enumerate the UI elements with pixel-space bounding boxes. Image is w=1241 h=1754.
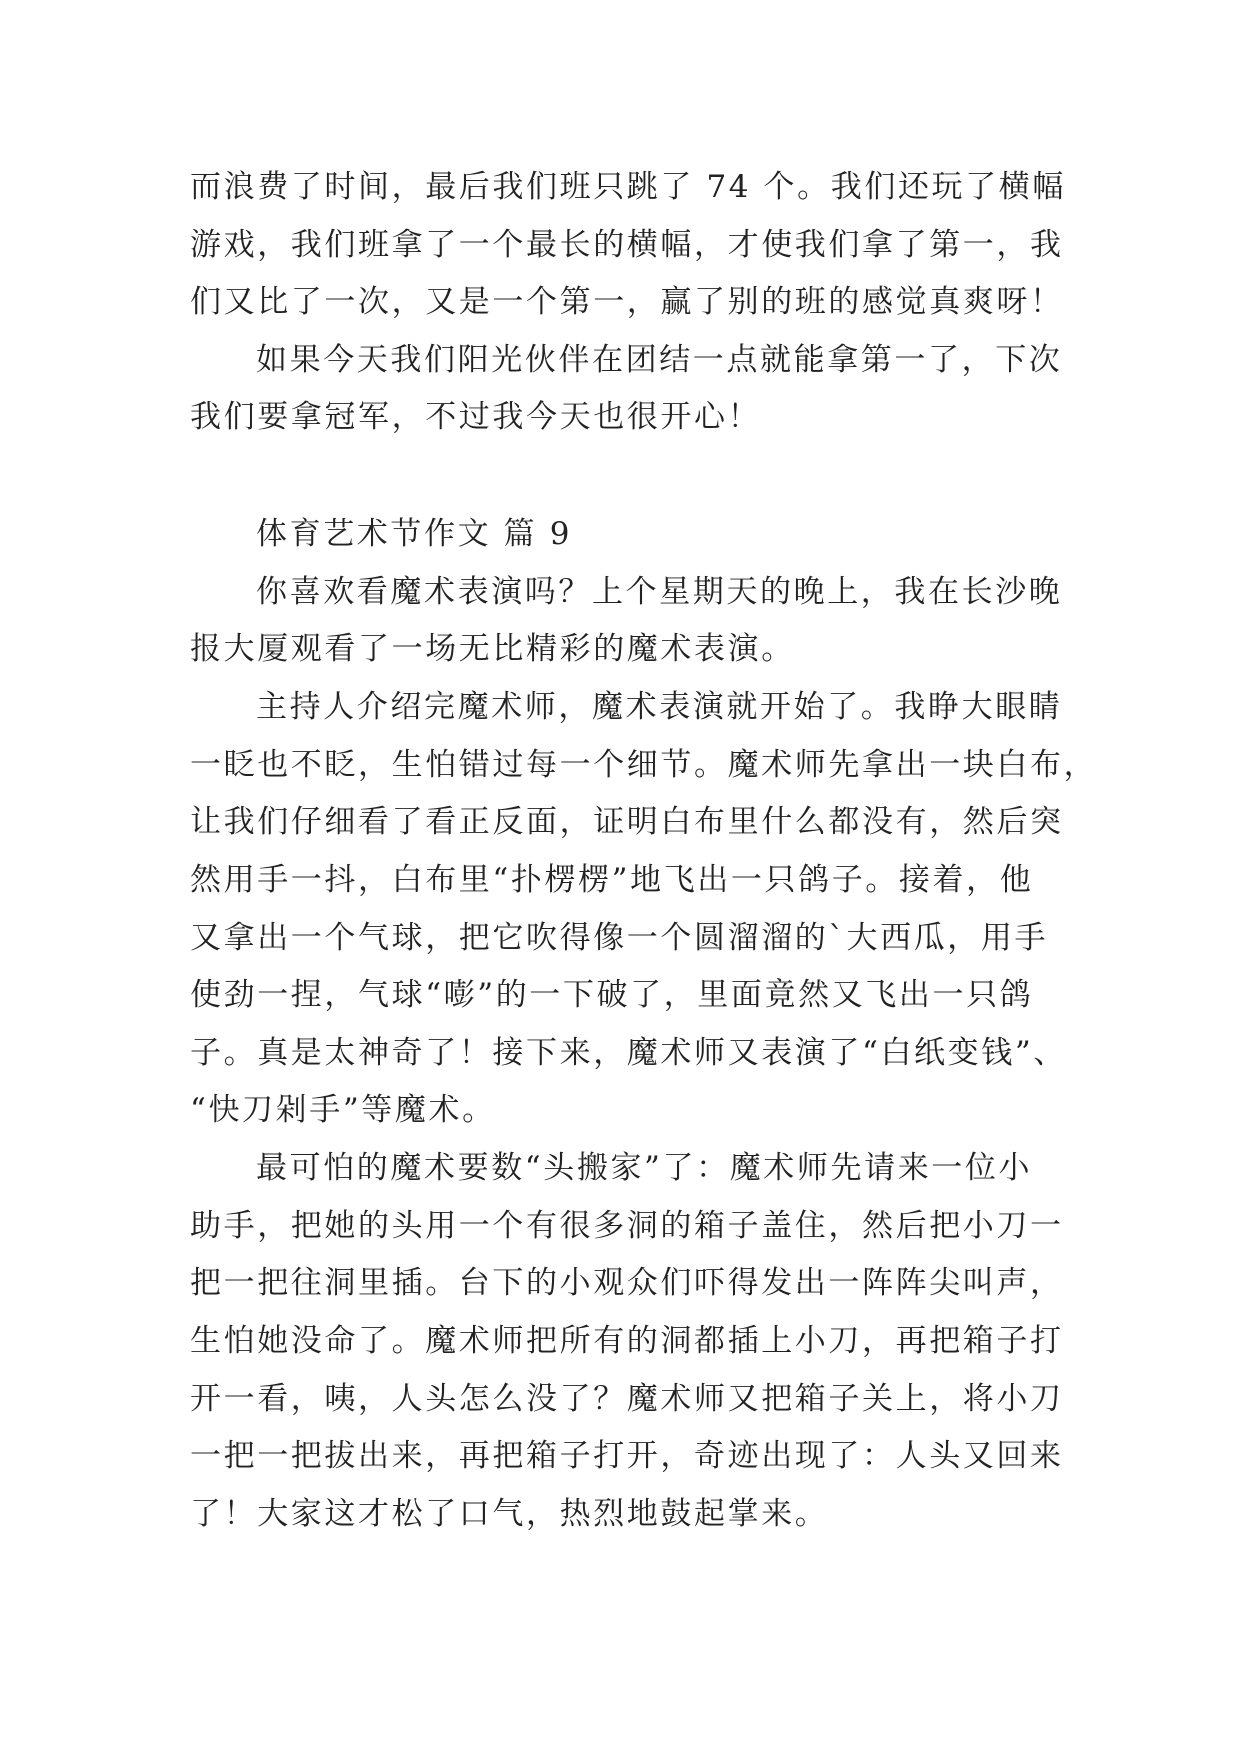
text-line: 我们要拿冠军，不过我今天也很开心！ bbox=[190, 399, 762, 435]
text-line: 让我们仔细看了看正反面，证明白布里什么都没有，然后突 bbox=[190, 804, 1064, 840]
text-line: 最可怕的魔术要数“头搬家”了：魔术师先请来一位小 bbox=[256, 1150, 1033, 1186]
text-line: 使劲一捏，气球“嘭”的一下破了，里面竟然又飞出一只鸽 bbox=[190, 977, 1034, 1013]
text-line: 报大厦观看了一场无比精彩的魔术表演。 bbox=[190, 631, 795, 667]
text-line: 又拿出一个气球，把它吹得像一个圆溜溜的`大西瓜，用手 bbox=[190, 920, 1049, 956]
text-line: 助手，把她的头用一个有很多洞的箱子盖住，然后把小刀一 bbox=[190, 1208, 1064, 1244]
text-line: 把一把往洞里插。台下的小观众们吓得发出一阵阵尖叫声， bbox=[190, 1265, 1064, 1301]
text-line: 如果今天我们阳光伙伴在团结一点就能拿第一了，下次 bbox=[256, 342, 1063, 378]
text-line: 主持人介绍完魔术师，魔术表演就开始了。我睁大眼睛 bbox=[256, 689, 1063, 725]
text-line: 子。真是太神奇了！接下来，魔术师又表演了“白纸变钱”、 bbox=[190, 1035, 1067, 1071]
text-line: 你喜欢看魔术表演吗？上个星期天的晚上，我在长沙晚 bbox=[256, 574, 1063, 610]
text-line: 开一看，咦，人头怎么没了？魔术师又把箱子关上，将小刀 bbox=[190, 1381, 1064, 1417]
text-line: 然用手一抖，白布里“扑楞楞”地飞出一只鸽子。接着，他 bbox=[190, 862, 1034, 898]
text-line: 一把一把拔出来，再把箱子打开，奇迹出现了：人头又回来 bbox=[190, 1438, 1064, 1474]
text-line: 而浪费了时间，最后我们班只跳了 74 个。我们还玩了横幅 bbox=[190, 169, 1066, 205]
text-line: 们又比了一次，又是一个第一，赢了别的班的感觉真爽呀！ bbox=[190, 284, 1064, 320]
text-line: 了！大家这才松了口气，热烈地鼓起掌来。 bbox=[190, 1496, 829, 1532]
text-line: 一眨也不眨，生怕错过每一个细节。魔术师先拿出一块白布， bbox=[190, 747, 1098, 783]
text-line: 游戏，我们班拿了一个最长的横幅，才使我们拿了第一，我 bbox=[190, 227, 1064, 263]
text-line: 生怕她没命了。魔术师把所有的洞都插上小刀，再把箱子打 bbox=[190, 1323, 1064, 1359]
text-line: “快刀剁手”等魔术。 bbox=[190, 1092, 496, 1128]
section-heading: 体育艺术节作文 篇 9 bbox=[256, 516, 573, 552]
